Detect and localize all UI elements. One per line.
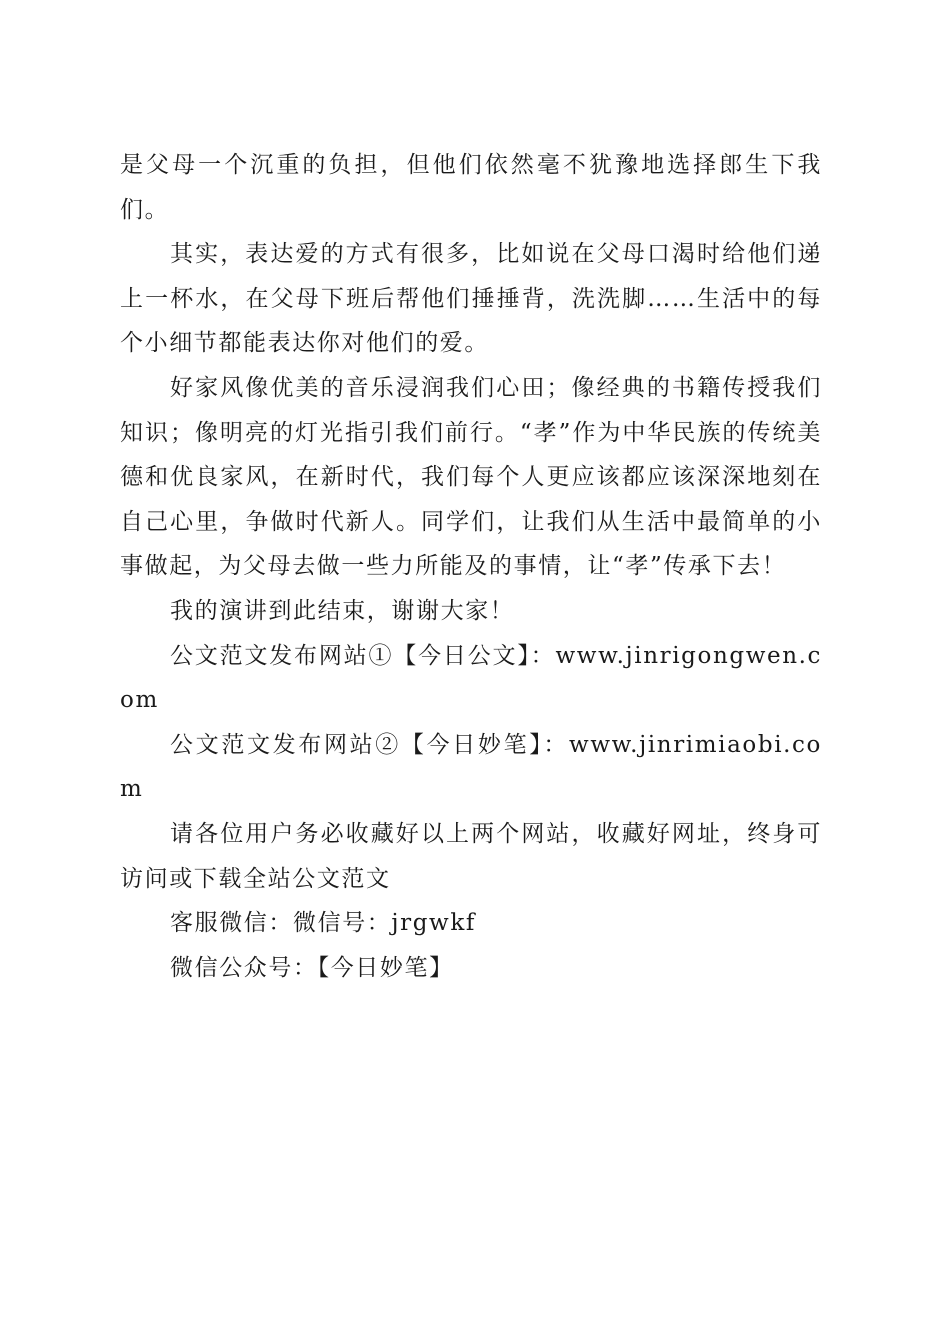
footer-notice: 请各位用户务必收藏好以上两个网站，收藏好网址，终身可访问或下载全站公文范文	[120, 820, 822, 892]
footer-site-1: 公文范文发布网站①【今日公文】：www.jinrigongwen.com	[120, 642, 822, 714]
paragraph-family-tradition: 好家风像优美的音乐浸润我们心田；像经典的书籍传授我们知识；像明亮的灯光指引我们前行。“孝”作为中华民族的传统美德和优良家风，在新时代，我们每个人更应该都应该深深地刻在自己心里，争做时代新人。同学们，让我们从生活中最简单的小事做起，为父母去做一些力所能及的事情，让“孝”传承下去！	[120, 374, 822, 580]
paragraph-closing: 我的演讲到此结束，谢谢大家！	[170, 597, 515, 624]
footer-official-account: 微信公众号：【今日妙笔】	[170, 954, 454, 981]
footer-site-2: 公文范文发布网站②【今日妙笔】：www.jinrimiaobi.com	[120, 731, 822, 803]
footer-service-wechat: 客服微信：微信号：jrgwkf	[170, 910, 476, 937]
document-page	[120, 143, 822, 990]
paragraph-ways-of-love: 其实，表达爱的方式有很多，比如说在父母口渴时给他们递上一杯水，在父母下班后帮他们捶捶背，洗洗脚……生活中的每个小细节都能表达你对他们的爱。	[120, 241, 822, 357]
paragraph-continuation: 是父母一个沉重的负担，但他们依然毫不犹豫地选择郎生下我们。	[120, 152, 822, 223]
